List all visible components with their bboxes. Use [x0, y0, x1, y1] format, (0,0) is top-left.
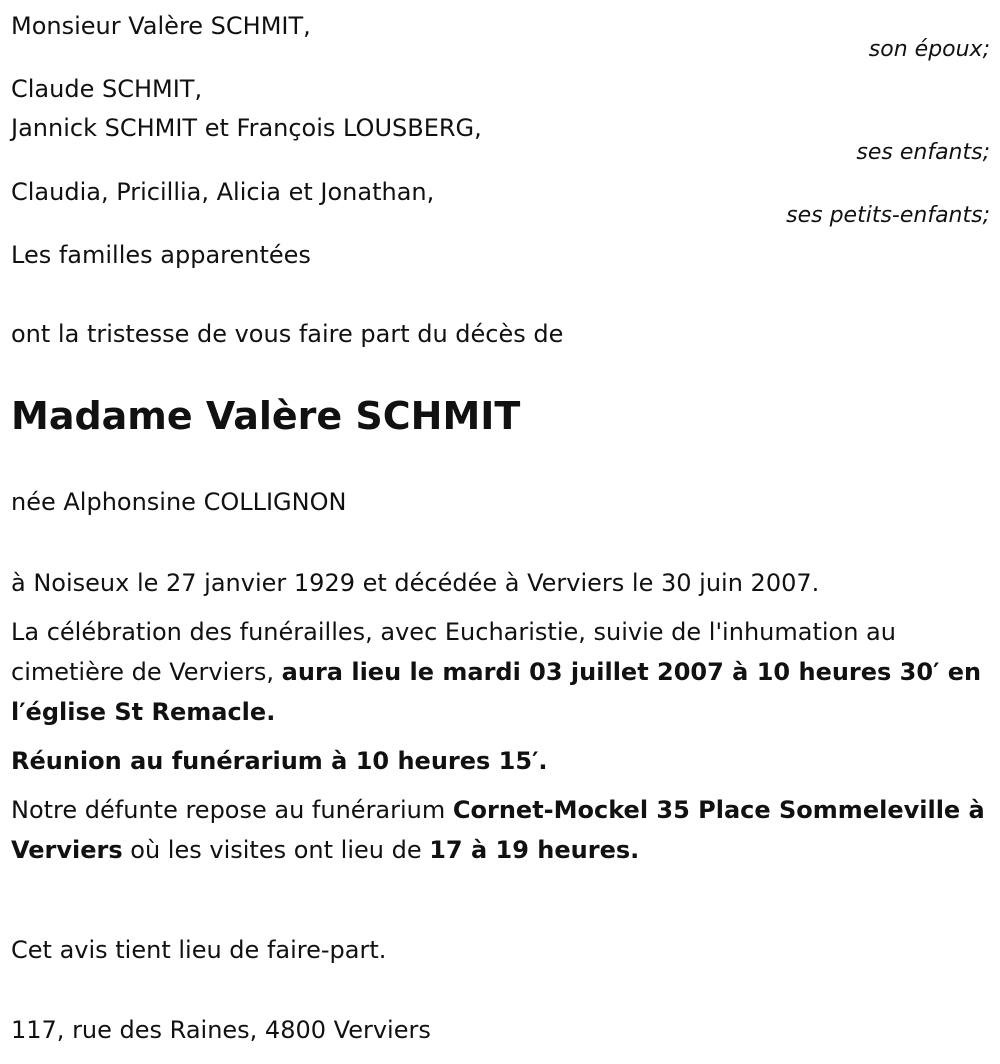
funeral-paragraph — [11, 612, 991, 732]
husband-role: son époux; — [868, 37, 990, 62]
grandchildren-names: Claudia, Pricillia, Alicia et Jonathan, — [11, 178, 435, 206]
husband-name: Monsieur Valère SCHMIT, — [11, 12, 311, 40]
visitation-paragraph — [11, 790, 991, 870]
visitation-text-1: Notre défunte repose au funérarium — [11, 796, 453, 824]
relatives-line: Les familles apparentées — [11, 241, 311, 269]
child-name-1: Claude SCHMIT, — [11, 75, 203, 103]
birth-name: née Alphonsine COLLIGNON — [11, 488, 347, 516]
funerarium-address: Cornet-Mockel 35 Place Sommeleville à Verviers — [11, 796, 985, 864]
deceased-name: Madame Valère SCHMIT — [11, 394, 521, 438]
children-role: ses enfants; — [856, 140, 990, 165]
birth-death-dates: à Noiseux le 27 janvier 1929 et décédée à Verviers le 30 juin 2007. — [11, 569, 820, 597]
child-name-2: Jannick SCHMIT et François LOUSBERG, — [11, 114, 482, 142]
grandchildren-role: ses petits-enfants; — [786, 203, 990, 228]
notice-line: Cet avis tient lieu de faire-part. — [11, 936, 387, 964]
visitation-text-2: où les visites ont lieu de — [122, 836, 430, 864]
funeral-text: La célébration des funérailles, avec Eucharistie, suivie de l'inhumation au cimetière de Verviers, — [11, 618, 896, 686]
meeting-line: Réunion au funérarium à 10 heures 15′. — [11, 747, 548, 775]
visiting-hours: 17 à 19 heures. — [429, 836, 640, 864]
funeral-time-location: aura lieu le mardi 03 juillet 2007 à 10 heures 30′ en l′église St Remacle. — [11, 658, 982, 726]
intro-text: ont la tristesse de vous faire part du décès de — [11, 320, 564, 348]
family-address: 117, rue des Raines, 4800 Verviers — [11, 1016, 431, 1044]
